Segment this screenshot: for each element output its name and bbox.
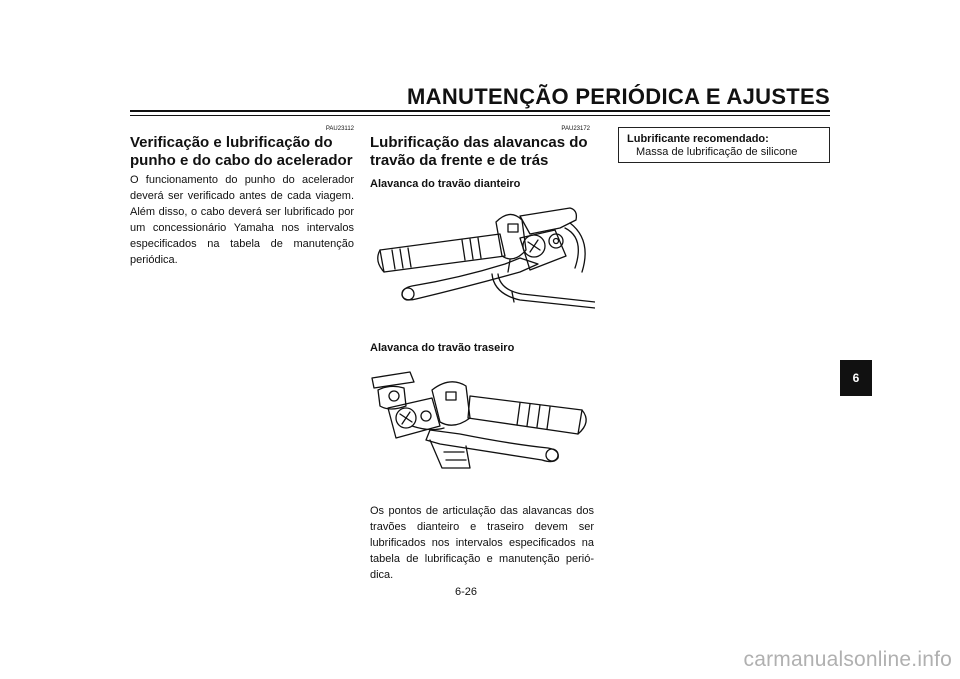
heading-line: travão da frente e de trás [370, 152, 549, 169]
section-heading-throttle [130, 134, 360, 170]
chapter-tab: 6 [840, 360, 872, 396]
lubricant-title: Lubrificante recomendado: [627, 133, 769, 145]
lubricant-value: Massa de lubrificação de silicone [636, 146, 798, 158]
front-brake-lever-illustration [370, 198, 595, 318]
heading-line: Verificação e lubrificação do [130, 134, 333, 151]
throttle-paragraph: O funcionamento do punho do acelerador deverá ser verificado antes de cada viagem. Além disso, o cabo deverá ser lubrificado por um concessionário Yamaha nos intervalos especificados na tabela de manutenção periódica. [130, 174, 354, 266]
watermark: carmanualsonline.info [743, 648, 952, 671]
recommended-lubricant-box [618, 127, 830, 163]
heading-line: punho e do cabo do acelerador [130, 152, 353, 169]
page-number: 6-26 [455, 586, 478, 598]
heading-line: Lubrificação das alavancas do [370, 134, 588, 151]
header-rule-thin [130, 115, 830, 116]
rear-brake-lever-illustration [370, 360, 595, 475]
front-brake-lever-label: Alavanca do travão dianteiro [370, 178, 521, 190]
rear-brake-lever-label: Alavanca do travão traseiro [370, 342, 515, 354]
brake-levers-paragraph: Os pontos de articulação das alavancas dos travões dianteiro e traseiro devem ser lubrificados nos intervalos especificados na tabela de lubrificação e manutenção periódica. [370, 505, 594, 581]
section-code: PAU23172 [561, 126, 590, 132]
section-heading-brake-levers [370, 134, 600, 170]
header-rule-thick [130, 110, 830, 112]
section-code: PAU23112 [325, 126, 354, 132]
page-header-title: MANUTENÇÃO PERIÓDICA E AJUSTES [407, 84, 830, 109]
